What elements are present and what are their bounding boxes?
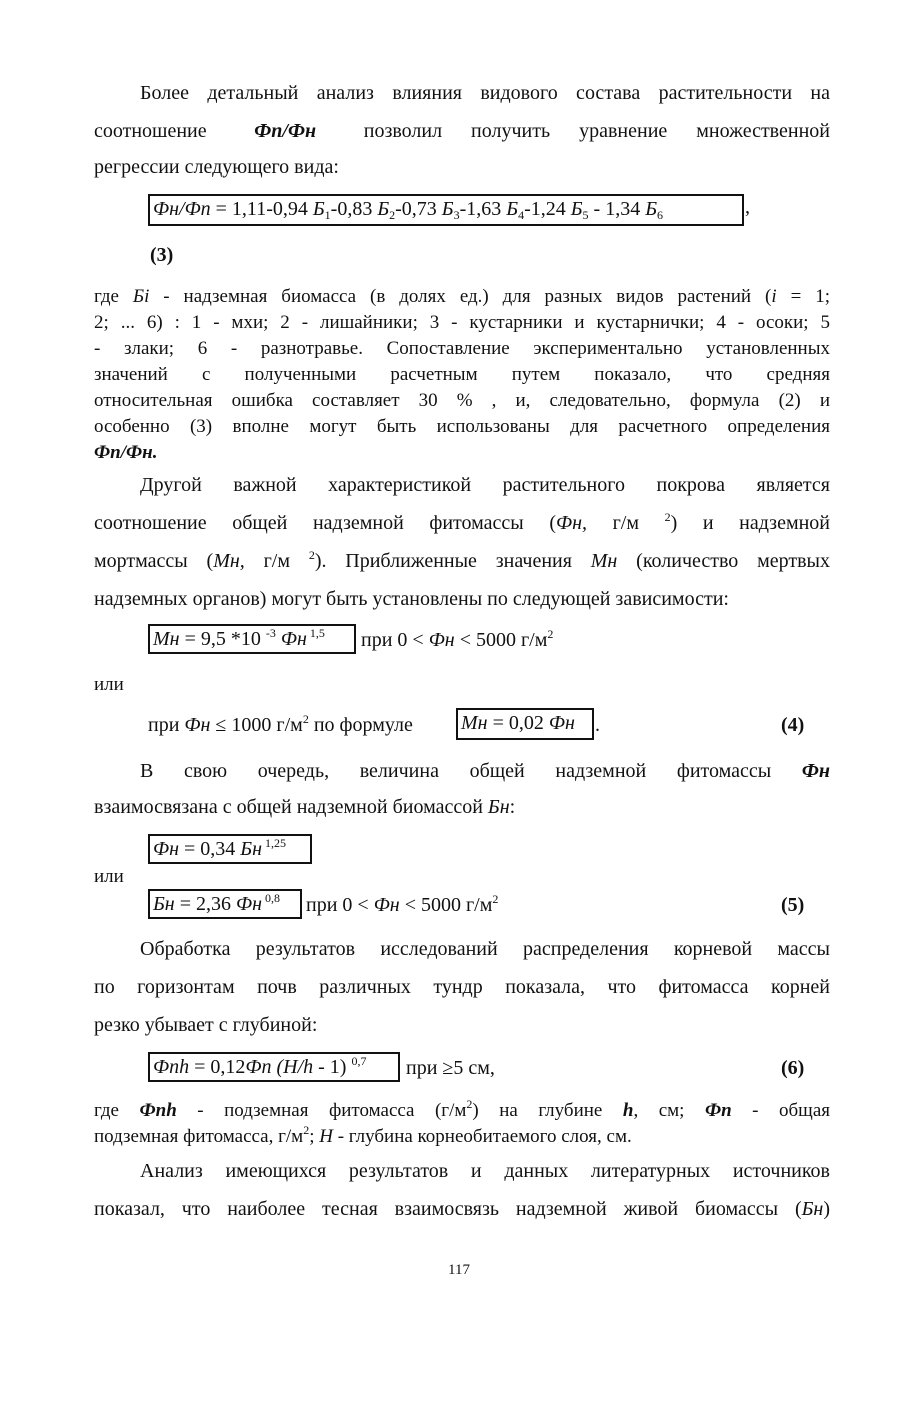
- equation-4-preamble: при Фн ≤ 1000 $г/м^2$ по формуле: [148, 712, 413, 736]
- equation-6-box: Фпh = 0,12Фп (Н/h - 1) $^{0,7}$: [148, 1052, 400, 1082]
- page-number: 117: [448, 1262, 470, 1278]
- paragraph-2-line-4: значений с полученными расчетным путем показало, что средняя: [94, 364, 830, 385]
- equation-mn-condition: при 0 < Фн < 5000 $г/м^2$: [361, 627, 554, 651]
- paragraph-3-line-3: мортмассы (Мн, г/м $^2$). Приближенные значения Мн (количество мертвых: [94, 548, 830, 572]
- paragraph-3-line-2: соотношение общей надземной фитомассы (Фн, г/м $^2$) и надземной: [94, 510, 831, 534]
- paragraph-2-line-5: относительная ошибка составляет 30 % , и, следовательно, формула (2) и: [94, 390, 830, 411]
- paragraph-3-line-4: надземных органов) могут быть установлены по следующей зависимости:: [94, 588, 729, 610]
- paragraph-4-line-1: В свою очередь, величина общей надземной фитомассы Фн: [140, 760, 830, 782]
- equation-6-condition: при ≥5 см,: [406, 1057, 495, 1079]
- paragraph-6-line-2: подземная фитомасса, $г/м^2$; Н - глубина корнеобитаемого слоя, см.: [94, 1123, 632, 1147]
- paragraph-2-line-7: Фп/Фн.: [94, 442, 158, 463]
- equation-5b-box: Бн = 2,36 Фн $^{0,8}$: [148, 889, 302, 919]
- paragraph-2-line-1: где Бi - надземная биомасса (в долях ед.) для разных видов растений (i = 1;: [94, 286, 830, 307]
- or-1: или: [94, 674, 124, 695]
- paragraph-5-line-1: Обработка результатов исследований распределения корневой массы: [140, 938, 830, 960]
- equation-3-box: Фн/Фп = 1,11-0,94 $Б_1-0,83$ $Б_2-0,73$ $Б_3-1,63$ $Б_4-1,24$ $Б_5 - 1,34$ $Б_6$: [148, 194, 744, 226]
- equation-4-dot: .: [595, 714, 600, 736]
- equation-4-label: (4): [781, 714, 805, 736]
- paragraph-4-line-2: взаимосвязана с общей надземной биомассой Бн:: [94, 796, 516, 818]
- paragraph-7-line-2: показал, что наиболее тесная взаимосвязь надземной живой биомассы (Бн): [94, 1198, 830, 1220]
- equation-5-condition: при 0 < Фн < 5000 $г/м^2$: [306, 892, 499, 916]
- equation-3-trailing-comma: ,: [745, 196, 750, 218]
- paragraph-3-line-1: Другой важной характеристикой растительного покрова является: [140, 474, 830, 496]
- paragraph-2-line-6: особенно (3) вполне могут быть использованы для расчетного определения: [94, 416, 830, 437]
- equation-mn-box: Мн = 9,5 *10 $^{-3}$ Фн $^{1,5}$: [148, 624, 356, 654]
- paragraph-7-line-1: Анализ имеющихся результатов и данных литературных источников: [140, 1160, 830, 1182]
- paragraph-6-line-1: где Фпh - подземная фитомасса $(г/м^2)$ на глубине h, см; Фп - общая: [94, 1097, 830, 1121]
- paragraph-1-line-3: регрессии следующего вида:: [94, 156, 339, 178]
- equation-5-label: (5): [781, 894, 805, 916]
- paragraph-2-line-3: - злаки; 6 - разнотравье. Сопоставление экспериментально установленных: [94, 338, 830, 359]
- or-2: или: [94, 866, 124, 887]
- paragraph-1-line-1: Более детальный анализ влияния видового состава растительности на: [140, 82, 830, 104]
- paragraph-2-line-2: 2; ... 6) : 1 - мхи; 2 - лишайники; 3 - кустарники и кустарнички; 4 - осоки; 5: [94, 312, 830, 333]
- equation-6-label: (6): [781, 1057, 805, 1079]
- paragraph-1-line-2: соотношение Фп/Фн позволил получить уравнение множественной: [94, 120, 830, 142]
- paragraph-5-line-3: резко убывает с глубиной:: [94, 1014, 318, 1036]
- equation-4-box: Мн = 0,02 Фн: [456, 708, 594, 740]
- paragraph-5-line-2: по горизонтам почв различных тундр показала, что фитомасса корней: [94, 976, 830, 998]
- equation-5a-box: Фн = 0,34 Бн $^{1,25}$: [148, 834, 312, 864]
- equation-3-label: (3): [150, 244, 174, 266]
